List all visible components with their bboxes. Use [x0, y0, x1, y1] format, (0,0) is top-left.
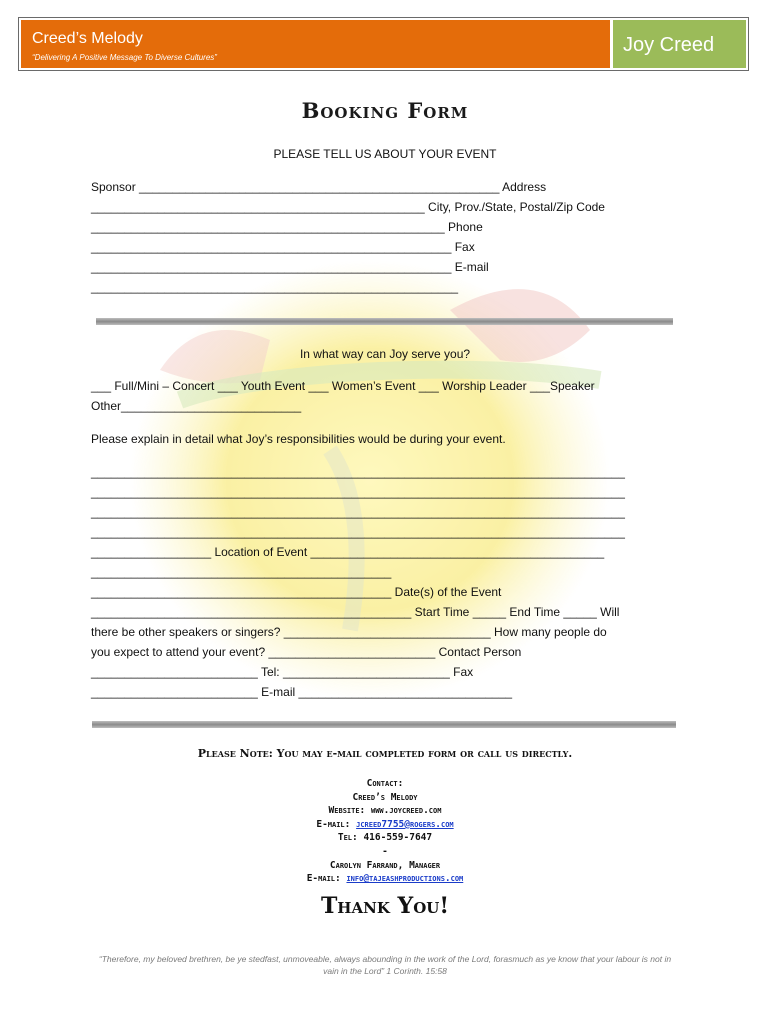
contact-manager: Carolyn Farrand, Manager	[329, 859, 441, 871]
contact-block	[0, 777, 770, 886]
attendance-line[interactable]: you expect to attend your event? _________________________ Contact Person	[91, 645, 522, 659]
fax-line[interactable]: ______________________________________________________ Fax	[91, 240, 475, 254]
detail-line[interactable]: ________________________________________________________________________________	[91, 505, 625, 519]
detail-line[interactable]: _____________________________________________	[91, 565, 392, 579]
divider-rule	[92, 721, 676, 728]
dates-line[interactable]: _____________________________________________ Date(s) of the Event	[91, 585, 502, 599]
tel-fax-line[interactable]: _________________________ Tel: _________________________ Fax	[91, 665, 474, 679]
time-line[interactable]: ________________________________________________ Start Time _____ End Time _____ Will	[91, 605, 620, 619]
contact-website: Website: www.joycreed.com	[328, 805, 442, 817]
contact-heading: Contact:	[366, 778, 404, 789]
contact-email-link[interactable]: jcreed7755@rogers.com	[356, 818, 454, 830]
serve-options-line[interactable]: ___ Full/Mini – Concert ___ Youth Event ___ Women’s Event ___ Worship Leader ___Speaker	[91, 379, 595, 393]
blank-line[interactable]: _______________________________________________________	[91, 280, 459, 294]
location-line[interactable]: __________________ Location of Event ____________________________________________	[91, 545, 605, 559]
serve-question: In what way can Joy serve you?	[299, 347, 471, 361]
speakers-line[interactable]: there be other speakers or singers? _______________________________ How many people do	[91, 625, 607, 639]
manager-email-row	[0, 872, 770, 886]
contact-email-label: E-mail:	[316, 818, 351, 830]
other-line[interactable]: Other___________________________	[91, 399, 302, 413]
manager-email-link[interactable]: info@tajeashproductions.com	[346, 873, 464, 885]
form-subtitle: PLEASE TELL US ABOUT YOUR EVENT	[273, 147, 497, 161]
manager-email-label: E-mail:	[306, 873, 341, 885]
header-banner	[18, 17, 749, 71]
footer-verse: “Therefore, my beloved brethren, be ye stedfast, unmoveable, always abounding in the work of the Lord, forasmuch as ye know that your labour is not in vain in the Lord” 1 Corinth. 15:58	[98, 954, 672, 976]
responsibilities-prompt: Please explain in detail what Joy’s responsibilities would be during your event.	[91, 432, 506, 446]
header-title: Creed’s Melody	[32, 30, 143, 47]
detail-line[interactable]: ________________________________________________________________________________	[91, 465, 625, 479]
header-left-panel	[21, 20, 610, 68]
header-right-panel	[613, 20, 746, 68]
contact-email-line[interactable]: _________________________ E-mail ________________________________	[91, 685, 513, 699]
contact-dash: -	[382, 845, 388, 857]
contact-email-row	[0, 818, 770, 832]
email-line[interactable]: ______________________________________________________ E-mail	[91, 260, 489, 274]
header-tagline: “Delivering A Positive Message To Diverse Cultures”	[32, 53, 217, 62]
phone-line[interactable]: _____________________________________________________ Phone	[91, 220, 483, 234]
note-text: Please Note: You may e-mail completed form or call us directly.	[197, 747, 573, 760]
contact-org: Creed’s Melody	[352, 791, 418, 803]
detail-line[interactable]: ________________________________________________________________________________	[91, 485, 625, 499]
address-line[interactable]: __________________________________________________ City, Prov./State, Postal/Zip Code	[91, 200, 605, 214]
thank-you-heading: Thank You!	[320, 893, 450, 919]
contact-tel: Tel: 416-559-7647	[337, 832, 433, 844]
sponsor-line[interactable]: Sponsor ______________________________________________________ Address	[91, 180, 547, 194]
divider-rule	[96, 318, 673, 325]
form-title: Booking Form	[301, 98, 469, 123]
header-name: Joy Creed	[623, 34, 715, 56]
detail-line[interactable]: ________________________________________________________________________________	[91, 525, 625, 539]
